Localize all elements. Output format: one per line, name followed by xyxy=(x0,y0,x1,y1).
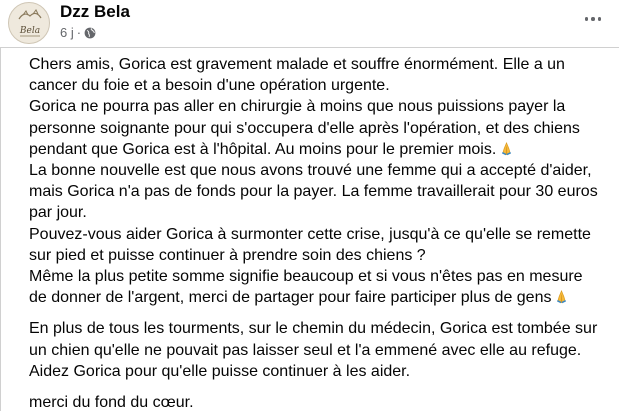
post-line: Pouvez-vous aider Gorica à surmonter cette crise, jusqu'à ce qu'elle se remette sur pied et puisse continuer à prendre soin des chiens ? xyxy=(29,225,591,264)
post-line: En plus de tous les tourments, sur le chemin du médecin, Gorica est tombée sur un chien qu'elle ne pouvait pas laisser seul et l'a emmené avec elle au refuge. Aidez Gorica pour qu'elle puisse continuer à les aider. xyxy=(29,320,598,380)
post-line: merci du fond du cœur. xyxy=(29,394,194,412)
folded-hands-emoji xyxy=(499,141,514,156)
meta-separator: · xyxy=(76,25,82,40)
author-name[interactable]: Dzz Bela xyxy=(60,2,130,21)
avatar[interactable] xyxy=(8,2,50,44)
post-paragraph xyxy=(29,392,604,413)
post-line: Même la plus petite somme signifie beaucoup et si vous n'êtes pas en mesure de donner de l'argent, merci de partager pour faire participer plus de gens xyxy=(29,268,583,307)
more-options-button[interactable] xyxy=(580,6,606,32)
more-dot xyxy=(591,17,595,21)
more-horizontal-icon xyxy=(585,17,589,21)
post-line: Chers amis, Gorica est gravement malade et souffre énormément. Elle a un cancer du foie et a besoin d'une opération urgente. xyxy=(29,56,565,95)
post-line: Gorica ne pourra pas aller en chirurgie à moins que nous puissions payer la personne soignante pour qui s'occupera d'elle après l'opération, et des chiens pendant que Gorica est à l'hôpital. Au moins pour le premier mois. xyxy=(29,98,580,158)
post-paragraph xyxy=(29,318,604,382)
post-text xyxy=(29,54,604,413)
svg-text:Bela: Bela xyxy=(19,26,41,36)
globe-icon[interactable] xyxy=(84,27,96,39)
post-time[interactable]: 6 j xyxy=(60,25,74,40)
folded-hands-emoji xyxy=(554,289,569,304)
post-header xyxy=(0,0,620,46)
post-paragraph xyxy=(29,54,604,308)
post-line: La bonne nouvelle est que nous avons trouvé une femme qui a accepté d'aider, mais Gorica n'a pas de fonds pour la payer. La femme travaillerait pour 30 euros par jour. xyxy=(29,162,598,222)
post-meta xyxy=(60,26,96,40)
more-dot xyxy=(598,17,602,21)
post-body xyxy=(0,47,619,411)
avatar-logo xyxy=(9,3,50,44)
